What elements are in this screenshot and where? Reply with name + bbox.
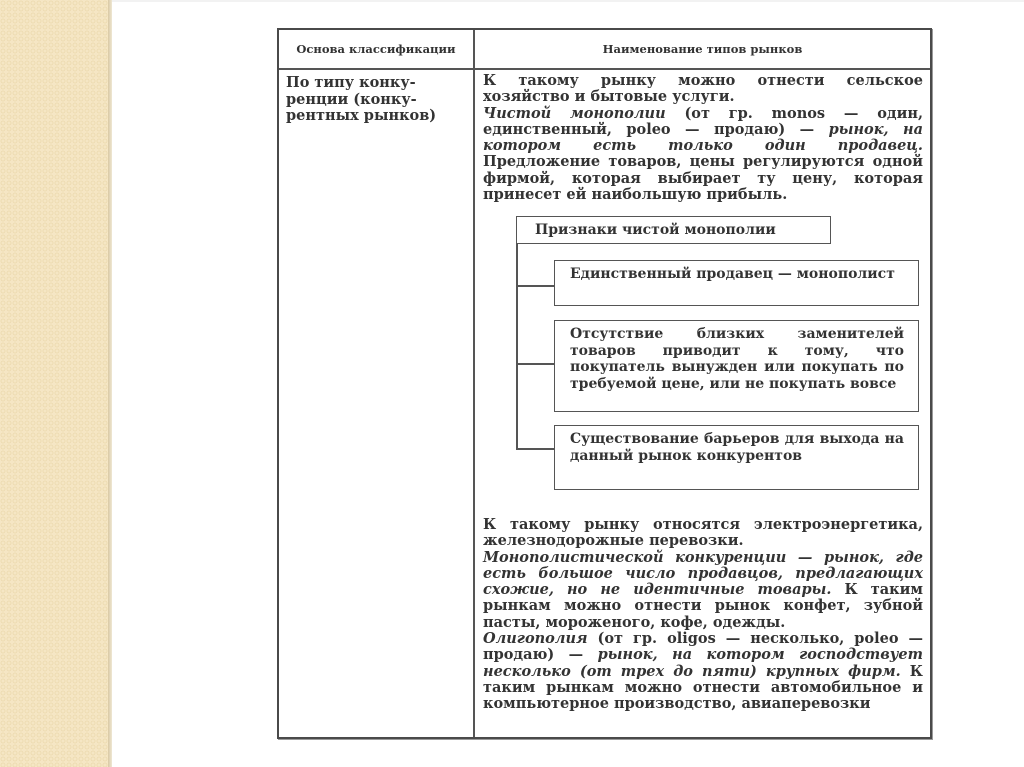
- header-classification-basis: Основа классификации: [296, 42, 456, 56]
- diagram-item: Отсутствие близких заменителей товаров приводит к тому, что покупатель вынужден или покупать по требуемой цене, или не покупать вовсе: [554, 320, 919, 412]
- diagram-connector-branch: [516, 285, 554, 287]
- oligopoly-etymology: (от гр. oligos — несколько, poleo — продаю) —: [483, 630, 923, 664]
- diagram-item: Единственный продавец — монополист: [554, 260, 919, 306]
- oligopoly-paragraph: [483, 631, 923, 712]
- pure-monopoly-definition: рынок, на котором есть только один продавец.: [483, 120, 924, 155]
- diagram-connector-trunk: [516, 244, 518, 449]
- cell-market-types-part2: [483, 517, 923, 713]
- column-divider: [473, 30, 475, 737]
- pure-monopoly-etymology: (от гр. monos — один, единственный, poleo — продаю) —: [483, 104, 923, 138]
- cell-market-types-part1: [483, 73, 923, 203]
- monopoly-examples-paragraph: [483, 517, 923, 550]
- oligopoly-term: Олигополия: [483, 630, 588, 648]
- pure-monopoly-term: Чистой монополии: [483, 104, 666, 122]
- diagram-title: Признаки чистой монополии: [516, 216, 831, 244]
- oligopoly-examples: К таким рынкам можно отнести автомобильное и компьютерное производство, авиаперевозки: [483, 662, 923, 713]
- table-header-row: [279, 30, 930, 70]
- intro-text: К такому рынку можно отнести сельское хозяйство и бытовые услуги.: [483, 72, 923, 106]
- basis-line: ренции (конку-: [286, 90, 417, 108]
- slide-top-edge: [112, 0, 1024, 2]
- oligopoly-definition: рынок, на котором господствует несколько (от трех до пяти) крупных фирм.: [483, 646, 923, 680]
- cell-classification-basis: [286, 75, 471, 125]
- monopolistic-competition-definition: — рынок, где есть большое число продавцов, предлагающих схожие, но не идентичные товары.: [483, 548, 924, 599]
- basis-line: рентных рынков): [286, 107, 437, 124]
- intro-paragraph: [483, 73, 923, 106]
- pure-monopoly-paragraph: [483, 106, 923, 204]
- side-band-edge: [108, 0, 112, 767]
- monopolistic-competition-term: Монополистической конкуренции: [483, 548, 787, 566]
- monopolistic-competition-paragraph: [483, 550, 923, 631]
- header-market-types: Наименование типов рынков: [602, 42, 803, 56]
- diagram-connector-branch: [516, 448, 554, 450]
- decorative-side-band: [0, 0, 108, 767]
- market-types-table: [277, 28, 932, 739]
- monopoly-examples-text: К такому рынку относятся электроэнергетика, железнодорожные перевозки.: [483, 516, 923, 550]
- diagram-connector-branch: [516, 363, 554, 365]
- diagram-item: Существование барьеров для выхода на данный рынок конкурентов: [554, 425, 919, 490]
- basis-line: По типу конку-: [286, 74, 416, 91]
- pure-monopoly-description: Предложение товаров, цены регулируются одной фирмой, которая выбирает ту цену, которая принесет ей наибольшую прибыль.: [483, 153, 923, 204]
- monopolistic-competition-examples: К таким рынкам можно отнести рынок конфет, зубной пасты, мороженого, кофе, одежды.: [483, 581, 923, 631]
